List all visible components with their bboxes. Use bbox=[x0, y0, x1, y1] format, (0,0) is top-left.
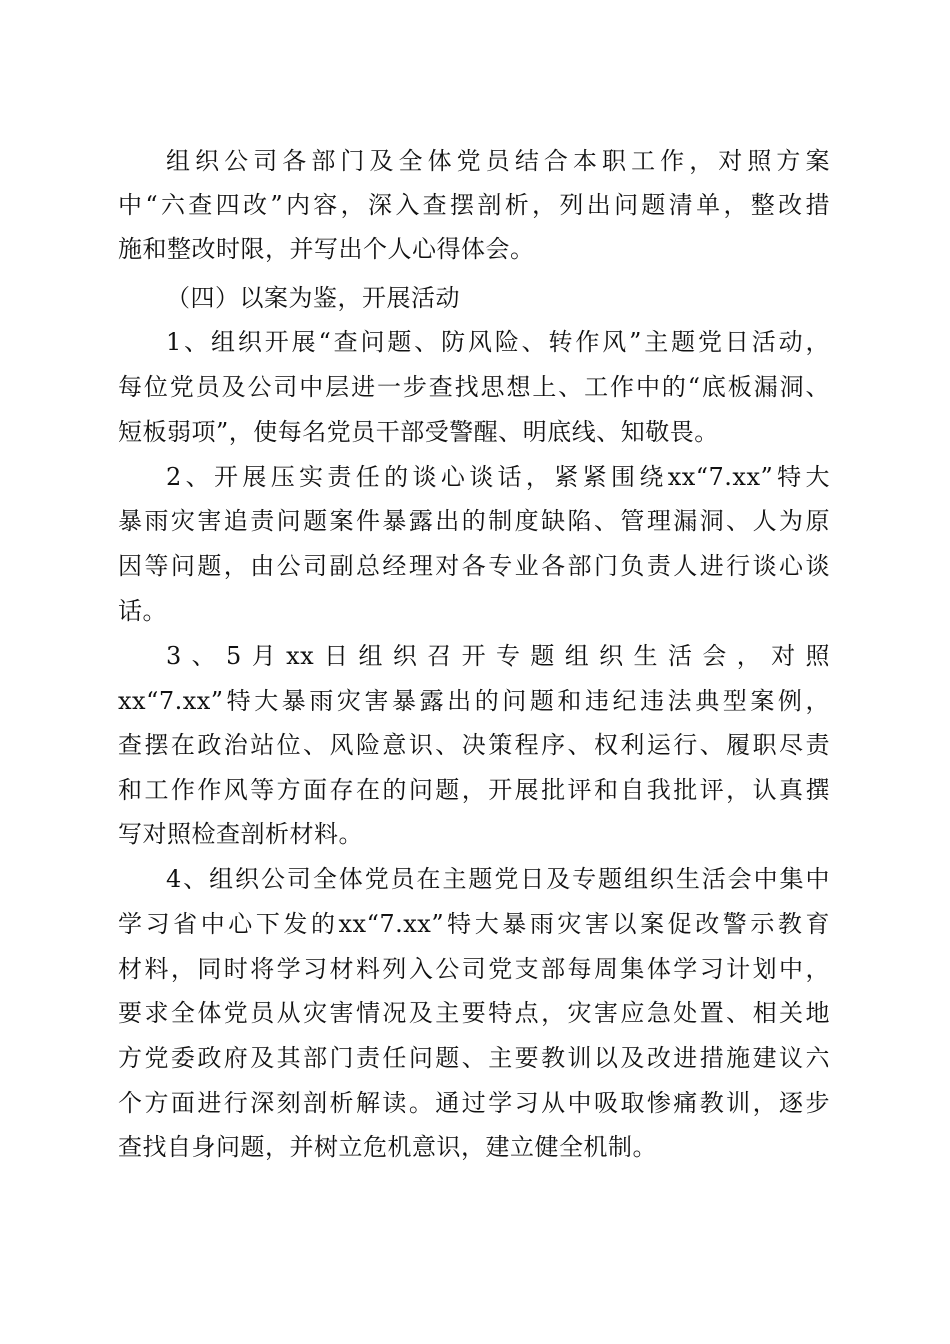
paragraph-6-line-2: 学习省中心下发的xx“7.xx”特大暴雨灾害以案促改警示教育 bbox=[118, 910, 830, 938]
paragraph-5-line-1: 3、5月xx日组织召开专题组织生活会，对照 bbox=[166, 642, 830, 670]
paragraph-1-line-1: 组织公司各部门及全体党员结合本职工作，对照方案 bbox=[166, 147, 830, 175]
paragraph-3-line-1: 1、组织开展“查问题、防风险、转作风”主题党日活动， bbox=[166, 328, 830, 356]
paragraph-5-line-4: 和工作作风等方面存在的问题，开展批评和自我批评，认真撰 bbox=[118, 776, 830, 804]
paragraph-6-line-3: 材料，同时将学习材料列入公司党支部每周集体学习计划中， bbox=[118, 955, 830, 983]
paragraph-6-line-1: 4、组织公司全体党员在主题党日及专题组织生活会中集中 bbox=[166, 865, 830, 893]
paragraph-5-line-5: 写对照检查剖析材料。 bbox=[118, 820, 363, 848]
paragraph-3-line-3: 短板弱项”，使每名党员干部受警醒、明底线、知敬畏。 bbox=[118, 418, 719, 446]
paragraph-5-line-3: 查摆在政治站位、风险意识、决策程序、权利运行、履职尽责 bbox=[118, 731, 830, 759]
paragraph-6-line-6: 个方面进行深刻剖析解读。通过学习从中吸取惨痛教训，逐步 bbox=[118, 1089, 830, 1117]
paragraph-4-line-3: 因等问题，由公司副总经理对各专业各部门负责人进行谈心谈 bbox=[118, 552, 830, 580]
paragraph-1-line-3: 施和整改时限，并写出个人心得体会。 bbox=[118, 235, 535, 263]
paragraph-6-line-7: 查找自身问题，并树立危机意识，建立健全机制。 bbox=[118, 1133, 657, 1161]
paragraph-4-line-4: 话。 bbox=[118, 597, 167, 625]
paragraph-5-line-2: xx“7.xx”特大暴雨灾害暴露出的问题和违纪违法典型案例， bbox=[118, 687, 830, 715]
paragraph-4-line-2: 暴雨灾害追责问题案件暴露出的制度缺陷、管理漏洞、人为原 bbox=[118, 507, 830, 535]
paragraph-6-line-4: 要求全体党员从灾害情况及主要特点，灾害应急处置、相关地 bbox=[118, 999, 830, 1027]
paragraph-4-line-1: 2、开展压实责任的谈心谈话，紧紧围绕xx“7.xx”特大 bbox=[166, 463, 830, 491]
paragraph-6-line-5: 方党委政府及其部门责任问题、主要教训以及改进措施建议六 bbox=[118, 1044, 830, 1072]
section-heading: （四）以案为鉴，开展活动 bbox=[166, 284, 460, 312]
paragraph-1-line-2: 中“六查四改”内容，深入查摆剖析，列出问题清单，整改措 bbox=[118, 191, 830, 219]
paragraph-3-line-2: 每位党员及公司中层进一步查找思想上、工作中的“底板漏洞、 bbox=[118, 373, 830, 401]
